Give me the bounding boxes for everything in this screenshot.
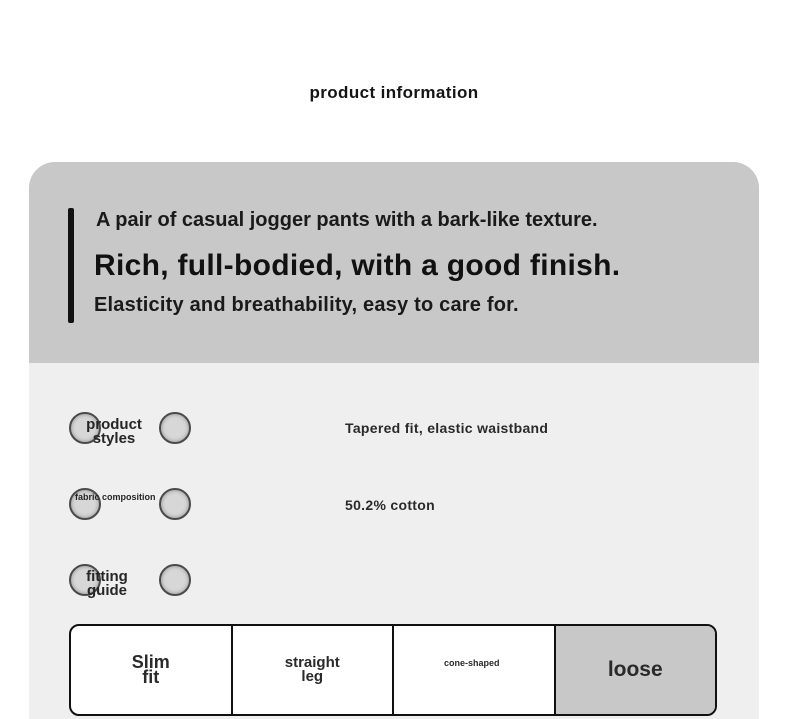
fit-option-label: Slim fit	[131, 652, 170, 687]
product-card	[29, 162, 759, 719]
accent-bar	[68, 208, 74, 323]
fit-option-cone[interactable]	[394, 626, 556, 714]
spec-value: Tapered fit, elastic waistband	[345, 420, 549, 436]
fit-option-label: cone-shaped	[444, 658, 500, 668]
fit-option-label: loose	[607, 658, 663, 681]
page-title: product information	[309, 83, 479, 102]
description-panel	[29, 162, 759, 363]
description-line-1: A pair of casual jogger pants with a bark-like texture.	[96, 209, 598, 231]
spec-value: 50.2% cotton	[345, 497, 435, 513]
spec-row-fitting-guide	[69, 563, 729, 603]
description-line-3: Elasticity and breathability, easy to care for.	[94, 294, 519, 316]
circle-bullet-icon	[159, 412, 191, 444]
spec-label: fitting guide	[86, 568, 128, 599]
fit-option-loose[interactable]	[556, 626, 716, 714]
fit-option-slim[interactable]	[71, 626, 233, 714]
spec-label: fabric composition	[75, 492, 156, 502]
spec-row-fabric-composition	[69, 487, 729, 527]
description-headline: Rich, full-bodied, with a good finish.	[94, 249, 621, 282]
fit-option-label: straight leg	[284, 654, 340, 685]
circle-bullet-icon	[159, 564, 191, 596]
fit-options-table	[69, 624, 717, 716]
fit-option-straight[interactable]	[233, 626, 395, 714]
spec-label: product styles	[86, 416, 142, 447]
spec-row-product-styles	[69, 411, 729, 451]
